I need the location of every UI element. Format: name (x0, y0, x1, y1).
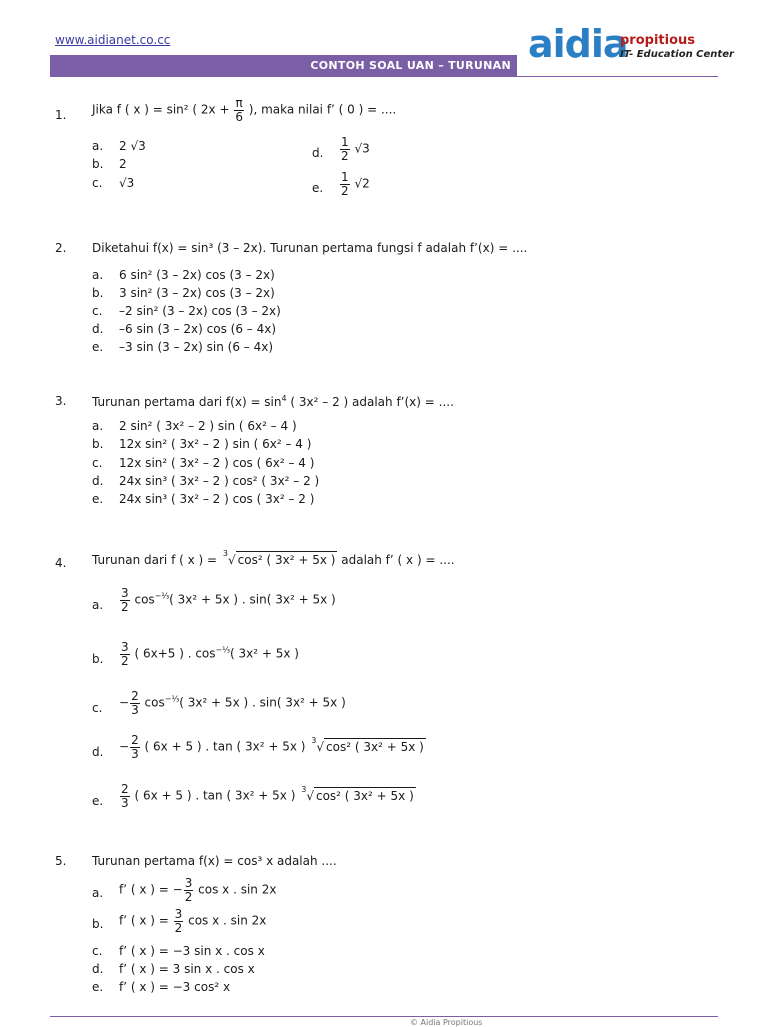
exponent: −⅓ (154, 591, 170, 601)
fraction-denominator: 2 (174, 920, 183, 935)
prefix-term: ( 6x + 5 ) . tan ( 3x² + 5x ) (144, 739, 310, 754)
footer-divider (50, 1016, 718, 1017)
option-letter: b. (92, 157, 104, 171)
fraction (184, 877, 194, 903)
root-index: 3 (311, 735, 317, 745)
fraction-numerator: 2 (131, 733, 139, 747)
option-letter: d. (92, 962, 104, 976)
argument: ( 3x² + 5x ) (230, 646, 299, 661)
question-text-pre: Jika f ( x ) = sin² ( 2x + (92, 102, 234, 117)
question-text-post: adalah f’ ( x ) = .... (337, 553, 455, 567)
fraction-numerator: 3 (174, 907, 183, 921)
option-value: 12x sin² ( 3x² – 2 ) sin ( 6x² – 4 ) (119, 437, 312, 451)
question-text: Diketahui f(x) = sin³ (3 – 2x). Turunan pertama fungsi f adalah f’(x) = .... (92, 241, 528, 255)
question-text: Turunan pertama f(x) = cos³ x adalah .... (92, 854, 337, 868)
option-value: 24x sin³ ( 3x² – 2 ) cos² ( 3x² – 2 ) (119, 474, 320, 488)
cube-root: $^3$√ cos² ( 3x² + 5x ) (222, 549, 336, 567)
option-value: –3 sin (3 – 2x) sin (6 – 4x) (119, 340, 274, 354)
option-letter: d. (92, 745, 104, 759)
fraction-denominator: 3 (121, 795, 129, 810)
header-bar (50, 55, 517, 76)
option-value: 2 sin² ( 3x² – 2 ) sin ( 6x² – 4 ) (119, 419, 297, 433)
fraction (120, 641, 130, 667)
argument: ( 3x² + 5x ) (179, 695, 249, 710)
option-letter: a. (92, 268, 104, 282)
option-letter: d. (92, 474, 104, 488)
fraction-numerator: 3 (121, 640, 129, 654)
cos-term: cos (144, 695, 165, 710)
option-letter: c. (92, 456, 103, 470)
question-text-pre: Turunan pertama dari f(x) = sin (92, 395, 282, 409)
option-letter: e. (92, 340, 104, 354)
option-value (119, 908, 266, 934)
suffix-term: cos x . sin 2x (198, 882, 277, 897)
middle-term: . sin (238, 592, 267, 607)
option-letter: e. (92, 980, 104, 994)
fraction (120, 587, 130, 613)
middle-term: . sin (248, 695, 277, 710)
prefix-term: ( 6x+5 ) . cos (134, 646, 216, 661)
option-value: 6 sin² (3 – 2x) cos (3 – 2x) (119, 268, 275, 282)
fraction-numerator: 2 (131, 689, 139, 703)
question-text (92, 394, 454, 409)
option-letter: a. (92, 886, 104, 900)
question-number: 5. (55, 854, 67, 868)
fraction (234, 97, 244, 123)
fraction-denominator: 2 (121, 653, 129, 668)
question-text-post: ), maka nilai f’ ( 0 ) = .... (244, 102, 397, 117)
sign: − (119, 739, 130, 754)
option-letter: b. (92, 286, 104, 300)
radicand: cos² ( 3x² + 5x ) (315, 788, 414, 803)
logo-tagline: propitious (620, 33, 696, 48)
fraction-denominator: 2 (121, 599, 129, 614)
fraction (340, 171, 350, 197)
logo-wordmark: aidia (528, 22, 628, 66)
question-text-post: ( 3x² – 2 ) adalah f’(x) = .... (286, 395, 454, 409)
option-letter: d. (312, 146, 324, 160)
fraction-denominator: 2 (341, 183, 349, 198)
option-letter: e. (92, 492, 104, 506)
fraction-numerator: 3 (121, 586, 129, 600)
argument-2: ( 3x² + 5x ) (266, 592, 336, 607)
exponent: −⅓ (215, 645, 230, 655)
fraction-numerator: 3 (184, 876, 193, 890)
option-value: f’ ( x ) = 3 sin x . cos x (119, 962, 255, 976)
fraction-denominator: 3 (131, 702, 139, 717)
option-value (119, 641, 299, 667)
question-number: 3. (55, 394, 67, 408)
question-number: 1. (55, 108, 67, 122)
argument-2: ( 3x² + 5x ) (276, 695, 346, 710)
question-text (92, 549, 455, 567)
question-number: 4. (55, 556, 67, 570)
fraction-numerator: π (235, 96, 243, 110)
option-value (119, 690, 346, 716)
root-index: 3 (222, 549, 228, 558)
question-number: 2. (55, 241, 67, 255)
option-root: √2 (354, 176, 370, 191)
sign: − (119, 695, 130, 710)
option-value: 3 sin² (3 – 2x) cos (3 – 2x) (119, 286, 275, 300)
option-value (119, 783, 416, 809)
option-letter: c. (92, 701, 103, 715)
cube-root: $^3$√ cos² ( 3x² + 5x ) (311, 735, 424, 754)
option-letter: d. (92, 322, 104, 336)
option-value: √3 (119, 176, 135, 190)
prefix-term: ( 6x + 5 ) . tan ( 3x² + 5x ) (134, 788, 300, 803)
option-value: 12x sin² ( 3x² – 2 ) cos ( 6x² – 4 ) (119, 456, 315, 470)
option-value: 2 (119, 157, 127, 171)
suffix-term: cos x . sin 2x (188, 913, 267, 928)
exponent: 4 (281, 394, 287, 403)
fraction-numerator: 1 (341, 170, 349, 184)
option-root: √3 (354, 141, 370, 156)
argument: ( 3x² + 5x ) (169, 592, 239, 607)
prefix-term: f’ ( x ) = − (119, 882, 183, 897)
option-value (119, 587, 336, 613)
option-letter: a. (92, 598, 104, 612)
fraction (174, 908, 184, 934)
fraction (130, 690, 140, 716)
option-value (339, 136, 370, 162)
option-letter: b. (92, 437, 104, 451)
option-letter: e. (92, 794, 104, 808)
page-title: CONTOH SOAL UAN – TURUNAN (310, 59, 511, 72)
option-letter: b. (92, 652, 104, 666)
option-value: 2 √3 (119, 139, 146, 153)
fraction-denominator: 3 (131, 746, 139, 761)
option-value: f’ ( x ) = −3 sin x . cos x (119, 944, 265, 958)
option-letter: a. (92, 419, 104, 433)
fraction (340, 136, 350, 162)
option-letter: c. (92, 944, 103, 958)
option-letter: b. (92, 917, 104, 931)
root-index: 3 (301, 784, 307, 794)
cos-term: cos (134, 592, 155, 607)
question-text-pre: Turunan dari f ( x ) = (92, 553, 221, 567)
prefix-term: f’ ( x ) = (119, 913, 173, 928)
fraction-numerator: 2 (121, 782, 129, 796)
cube-root: $^3$√ cos² ( 3x² + 5x ) (301, 784, 414, 803)
radicand: cos² ( 3x² + 5x ) (326, 739, 424, 754)
fraction (130, 734, 140, 760)
website-link[interactable]: www.aidianet.co.cc (55, 33, 171, 47)
radicand: cos² ( 3x² + 5x ) (237, 553, 336, 567)
option-value: –2 sin² (3 – 2x) cos (3 – 2x) (119, 304, 281, 318)
option-letter: a. (92, 139, 104, 153)
exponent: −⅓ (164, 694, 180, 704)
option-letter: c. (92, 304, 103, 318)
question-text (92, 97, 396, 123)
option-value (339, 171, 370, 197)
option-value: f’ ( x ) = −3 cos² x (119, 980, 231, 994)
fraction (120, 783, 130, 809)
header-divider (50, 76, 718, 77)
option-value: 24x sin³ ( 3x² – 2 ) cos ( 3x² – 2 ) (119, 492, 315, 506)
option-value (119, 877, 276, 903)
footer-copyright: © Aidia Propitious (410, 1018, 483, 1027)
option-value: –6 sin (3 – 2x) cos (6 – 4x) (119, 322, 277, 336)
fraction-numerator: 1 (341, 135, 349, 149)
fraction-denominator: 6 (235, 109, 243, 124)
option-letter: c. (92, 176, 103, 190)
fraction-denominator: 2 (184, 889, 193, 904)
option-value (119, 734, 426, 760)
option-letter: e. (312, 181, 324, 195)
logo-subtitle: IT- Education Center (620, 49, 734, 60)
fraction-denominator: 2 (341, 148, 349, 163)
